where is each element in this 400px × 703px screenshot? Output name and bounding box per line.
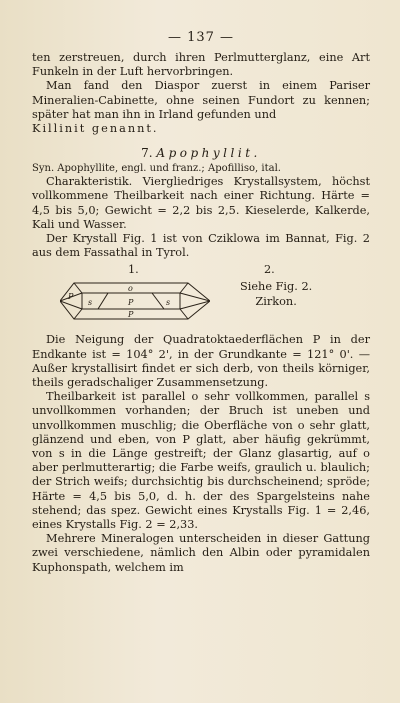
figure-2-ref-name: Zirkon.: [255, 295, 297, 309]
figure-2-label: 2.: [264, 263, 275, 277]
section-title: Apophyllit.: [156, 146, 261, 161]
page-number: — 137 —: [167, 30, 235, 45]
face-label: P: [128, 310, 134, 320]
figure-row: [32, 263, 370, 331]
paragraph-cleavage: Theilbarkeit ist parallel o sehr vollkommen, parallel s unvollkommen vorhanden; der Bruch ist uneben und unvollkommen muschlig; die Oberfläche von o sehr glatt, glänzend und eben, von P glatt, aber häufig gekrümmt, von s in die Länge gestreift; der Glanz glasartig, auf o aber perlmutterartig; die Farbe weifs, graulich u. blaulich; der Strich weifs; durchsichtig bis durchscheinend; spröde; Härte = 4,5 bis 5,0, d. h. der des Spargelsteins nahe stehend; das spez. Gewicht eines Krystalls Fig. 1 = 2,46, eines Krystalls Fig. 2 = 2,33.: [32, 390, 370, 532]
text-line: Killinit genannt.: [32, 122, 159, 136]
face-label: s: [88, 298, 93, 308]
section-number: 7.: [141, 146, 153, 161]
crystal-drawing: [60, 277, 210, 329]
crystal-edge: [180, 283, 188, 293]
synonyms: Syn. Apophyllite, engl. und franz.; Apofilliso, ital.: [32, 163, 281, 175]
section-heading: [32, 146, 370, 160]
face-label: o: [128, 284, 133, 294]
paragraph-characteristics: Charakteristik. Viergliedriges Krystallsystem, höchst vollkommene Theilbarkeit nach einer Richtung. Härte = 4,5 bis 5,0; Gewicht = 2,2 bis 2,5. Kieselerde, Kalkerde, Kali und Wasser.: [32, 175, 370, 231]
face-label: P: [128, 298, 134, 308]
paragraph-varieties: Mehrere Mineralogen unterscheiden in dieser Gattung zwei verschiedene, nämlich den Albin oder pyramidalen Kuphonspath, welchem im: [32, 532, 370, 574]
paragraph-crystal: Der Krystall Fig. 1 ist von Cziklowa im Bannat, Fig. 2 aus dem Fassathal in Tyrol.: [32, 232, 370, 260]
face-label: s: [166, 298, 171, 308]
text-line: Man fand den Diaspor zuerst in einem Pariser Mineralien-Cabinette, ohne seinen Fundort zu kennen; später hat man ihn in Irland gefunden und: [32, 79, 370, 121]
crystal-edge: [74, 283, 82, 293]
crystal-edge: [180, 309, 188, 319]
crystal-edge: [98, 293, 108, 309]
figure-2-ref: Siehe Fig. 2.: [240, 280, 313, 294]
figure-1-label: 1.: [128, 263, 139, 277]
crystal-edge: [74, 309, 82, 319]
paragraph-inclination: Die Neigung der Quadratoktaederflächen P in der Endkante ist = 104° 2', in der Grundkante = 121° 0'. — Außer krystallisirt findet er sich derb, von theils körniger, theils geradschaliger Zusammensetzung.: [32, 333, 370, 390]
text-line: ten zerstreuen, durch ihren Perlmutterglanz, eine Art Funkeln in der Luft hervorbringen.: [32, 51, 370, 79]
figure-2-note: [240, 279, 312, 309]
face-label: P: [68, 292, 74, 302]
crystal-edge: [152, 293, 164, 309]
